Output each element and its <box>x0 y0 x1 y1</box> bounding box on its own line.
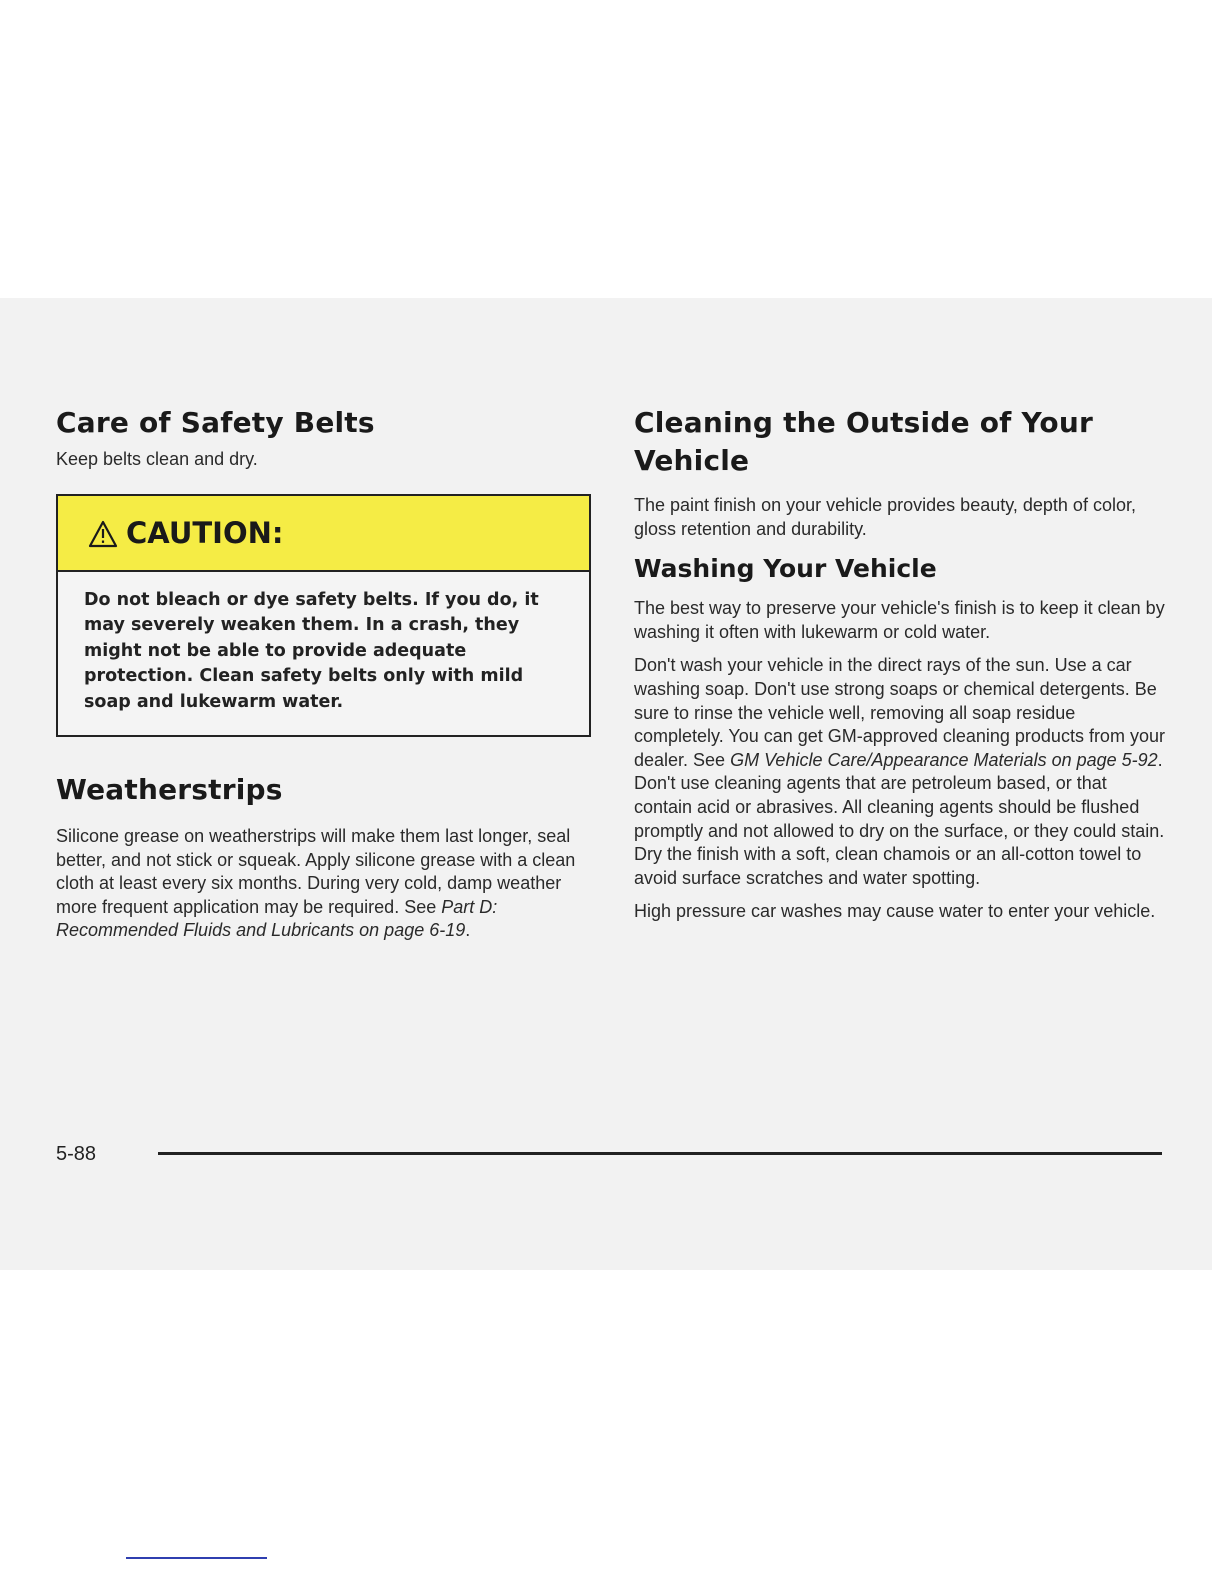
caution-text: Do not bleach or dye safety belts. If you do, it may severely weaken them. In a crash, they might not be able to provide adequate protection. Clean safety belts only with mild soap and lukewarm water. <box>84 589 539 712</box>
caution-title: CAUTION: <box>126 515 284 550</box>
weatherstrips-reference-link[interactable]: Part D: Recommended Fluids and Lubricants on page 6-19 <box>56 896 498 941</box>
weatherstrips-body: Silicone grease on weatherstrips will make them last longer, seal better, and not stick or squeak. Apply silicone grease with a clean cloth at least every six months. During very cold, damp weather more frequent application may be required. See <box>56 826 576 917</box>
cleaning-outside-heading: Cleaning the Outside of Your Vehicle <box>634 406 1093 477</box>
weatherstrips-heading: Weatherstrips <box>56 773 283 807</box>
washing-paragraph-1: The best way to preserve your vehicle's finish is to keep it clean by washing it often with lukewarm or cold water. <box>634 598 1165 642</box>
washing-reference-link[interactable]: GM Vehicle Care/Appearance Materials on page 5-92 <box>730 749 1158 770</box>
left-column <box>56 404 591 943</box>
warning-triangle-icon <box>88 520 118 548</box>
washing-p2-text-a: Don't wash your vehicle in the direct rays of the sun. Use a car washing soap. Don't use strong soaps or chemical detergents. Be sure to rinse the vehicle well, removing all soap residue completely. You can get GM-approved cleaning products from your dealer. See <box>634 655 1165 770</box>
right-column <box>634 404 1169 924</box>
accent-rule <box>126 1557 267 1559</box>
weatherstrips-period: . <box>465 920 471 941</box>
washing-paragraph-3: High pressure car washes may cause water to enter your vehicle. <box>634 901 1156 922</box>
washing-your-vehicle-heading: Washing Your Vehicle <box>634 554 937 584</box>
care-of-safety-belts-heading: Care of Safety Belts <box>56 406 375 439</box>
caution-box <box>56 494 591 738</box>
footer-rule <box>158 1152 1162 1155</box>
page-number: 5-88 <box>56 1143 97 1165</box>
caution-header <box>58 496 589 572</box>
weatherstrips-text <box>56 825 591 943</box>
cleaning-intro-text: The paint finish on your vehicle provides beauty, depth of color, gloss retention and durability. <box>634 495 1136 539</box>
washing-p2-text-b: . Don't use cleaning agents that are petroleum based, or that contain acid or abrasives. All cleaning agents should be flushed promptly and not allowed to dry on the surface, or they could stain. Dry the finish with a soft, clean chamois or an all-cotton towel to avoid surface scratches and water spotting. <box>634 749 1165 888</box>
washing-paragraph-2 <box>634 654 1169 890</box>
care-intro-text: Keep belts clean and dry. <box>56 449 258 469</box>
